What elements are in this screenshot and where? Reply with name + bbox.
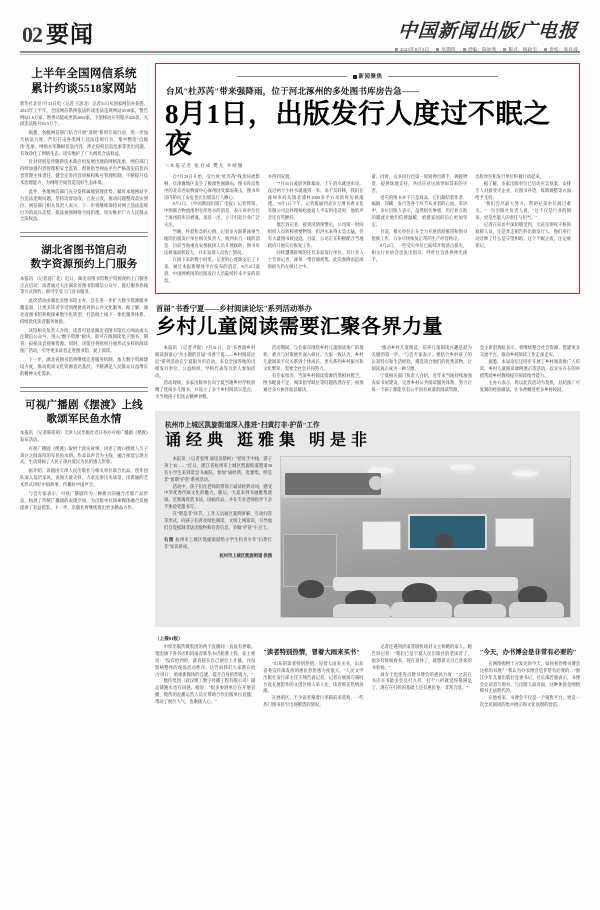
left-article-1-p3: 此外，各地网信部门充分发挥属地管理优势，紧盯本地网站平台违法违规问题，坚持边督边改、立查立改，推动问题整改落实到位。网信部门相关负责人表示，下一步将继续保持对网上违法违规行为的高压态势，依法加强网络空间治理，切实维护广大人民群众合法权益。 bbox=[20, 188, 148, 222]
continued-col-2 bbox=[263, 644, 363, 710]
caption-lead: 右图 bbox=[164, 537, 175, 543]
story2-shoulder: 首届"书香宁夏——乡村阅读论坛"系列活动举办 bbox=[156, 303, 313, 313]
left-article-3-p2: 据介绍，该剧由天津人民出版社与相关单位联合出品，创作团队深入基层采风，查阅大量史料，力求还原历史场景，用新颖的艺术形式讲好中国故事、传播好中国声音。 bbox=[20, 468, 148, 488]
caption-text: 杭州市上城区凯旋街道给小学生和青少年"扫黄打非"知识讲座。 bbox=[164, 537, 272, 550]
cont-c4-subhead: "今天，办书博会是非常有必要的" bbox=[479, 648, 577, 656]
panel-p3: 在"明是非"环节，工作人员通过案例讲解、互动问答等形式，向孩子们普及绿色阅读、文明上网知识，引导他们自觉抵制非法出版物和有害信息，争做"护苗"小卫士。 bbox=[164, 511, 272, 531]
top-story-c3-p1: 量。同时，众多同行也第一时间伸出援手，调拨物资、提供场地支持，共同应对这场突如其来的灾害。 bbox=[371, 173, 468, 193]
story2-c2-p1: 活动期间，与会嘉宾围绕乡村儿童阅读推广的现状、难点与对策展开深入研讨。大家一致认为，乡村儿童阅读不仅关系到个体成长，更关系到乡村振兴和文化繁荣，需要全社会共同努力。 bbox=[263, 344, 364, 371]
top-story-body bbox=[164, 174, 571, 285]
story2-c1-p2: 活动现场，多家出版单位向宁夏当地乡村学校捐赠了优质少儿图书，并设立了多个乡村阅读示范点，为当地孩子们送去精神食粮。 bbox=[155, 379, 256, 399]
top-story-col-2 bbox=[268, 174, 364, 285]
cont-c3-p2: 刘女士也连连点赞书博会的惠民力度："之前在书店买书最多会员打九折，打个八折就觉得很满足了，现在在打折的基础上还有惠民卷，非常合适。" bbox=[371, 671, 472, 691]
panel-headline: 诵经典 逛雅集 明是非 bbox=[165, 431, 373, 449]
news-focus-kicker bbox=[164, 72, 571, 80]
left-article-3-dateline: 本报讯 （记者韩萌萌）天津人民出版社近日举办可视广播剧《摆渡》发布活动。 bbox=[20, 430, 148, 443]
left-article-2 bbox=[20, 244, 148, 377]
left-article-2-p2: 该馆相关负责人介绍，读者可登录湖北省图书馆官方网站或关注微信公众号，进入"数字资源"板块，即可在线阅读电子图书、期刊、报纸及音视频资源。同时，该馆还将组织开展形式多样的阅读推广活动，引导更多读者走进图书馆、爱上阅读。 bbox=[20, 327, 148, 354]
meta-weekday: 星期四 bbox=[436, 47, 455, 53]
top-story-c1-p2: 8月1日，《中国新闻出版广电报》记者得知，中图联合物流涿州仓库进水的消息，表示该单位位于涿州的库房被淹，消息一出，立马引起行业广泛关注。 bbox=[164, 201, 260, 228]
meta-date: 2023年8月3日 bbox=[395, 47, 429, 53]
top-story-shoulder: 台风"杜苏芮"带来强降雨，位于河北涿州的多处图书库房告急—— bbox=[166, 86, 420, 96]
kicker-rule-right bbox=[388, 76, 498, 77]
story2-c4-p3: 主办方表示，将以此次活动为契机，总结推广可复制的经验做法，让书香飘进更多乡村校园。 bbox=[479, 379, 580, 392]
continued-col-4 bbox=[480, 644, 580, 710]
photo-wall-banner bbox=[285, 473, 381, 495]
top-story-c2-p3: 他告诉记者，接到汛情预警后，公司第一时间组织人员转移重要物资，但洪水来得太急太猛，仍有大量图书被浸泡。目前，公司正在积极配合当地政府开展灾后恢复工作。 bbox=[267, 222, 364, 249]
top-story-byline: □本报记者 张君成 樊凡 李婧璇 bbox=[166, 162, 244, 168]
page-number: 02 bbox=[22, 22, 42, 47]
photo-teacher-head bbox=[434, 534, 454, 548]
story2-col-1 bbox=[155, 345, 255, 401]
photo-lamp-2 bbox=[449, 465, 475, 470]
continued-col-3 bbox=[372, 644, 472, 710]
left-divider-2 bbox=[20, 387, 148, 392]
photo-wallboard-2 bbox=[495, 518, 535, 547]
bottom-spacer bbox=[155, 709, 580, 719]
continued-col-1 bbox=[155, 644, 255, 710]
hangzhou-panel-story bbox=[155, 411, 580, 627]
caption-credit: 杭州市上城区凯旋街道 供图 bbox=[219, 552, 272, 558]
cont-c4-p1: 在网络购物十分发达的今天，如何看待像书博会这样的书展？"我认为办书博会是非常有必要的。"浙江少年儿童出版社党委书记、社长邵若愚表示，书博会让读者与图书、与出版人面对面，这种体验是网络购书无法替代的。 bbox=[479, 660, 580, 694]
photo-bookshelf bbox=[283, 534, 337, 587]
left-article-3-title: 可视广播剧《摆渡》上线 歌颂军民鱼水情 bbox=[25, 399, 143, 425]
nameplate-block bbox=[395, 16, 578, 53]
kicker-rule-left bbox=[237, 76, 347, 77]
meta-editor: 责编：陈妙然 bbox=[463, 47, 497, 53]
photo-child-body-3 bbox=[454, 604, 506, 617]
left-article-2-title: 湖北省图书馆启动 数字资源预约上门服务 bbox=[30, 245, 138, 271]
top-story-c2-p1: 并得到安置。 bbox=[267, 173, 294, 179]
photo-caption bbox=[164, 537, 272, 560]
masthead bbox=[0, 0, 600, 52]
top-story-col-3 bbox=[372, 174, 468, 285]
top-story bbox=[155, 63, 580, 294]
meta-proofreader: 责校：张良波 bbox=[544, 47, 578, 53]
story2-c3-p1: "推动乡村儿童阅读，培养儿童阅读兴趣是最为关键的第一步。"与会专家表示，要结合乡村孩子的认知特点和生活经验，遴选适合他们的优秀读物，让阅读真正成为一种习惯。 bbox=[371, 344, 472, 371]
top-story-c2-p4: 同样遭遇险情的还有多家发行单位。有行业人士告诉记者，涿州一带仓储密集，此次强降雨造成的损失仍在统计之中。 bbox=[267, 250, 364, 270]
photo-wallboard-1 bbox=[362, 521, 402, 550]
top-story-c1-p1: 自7月29日开始，受台风"杜苏芮"残余环流影响，京津冀地区发生了极端性强降雨。图书库房集中的北京西南物流中心涿州园受暴雨袭击，图书库房内的员工安危也让出版发行人揪心。 bbox=[164, 173, 260, 200]
meta-layout: 版式：杨政宏 bbox=[503, 47, 537, 53]
masthead-meta bbox=[395, 47, 578, 53]
top-story-col-1 bbox=[164, 174, 260, 285]
story2-c2-p2: 有专家指出，当前乡村阅读资源仍然相对匮乏，图书配备不足、阅读指导缺位等问题依然存在，亟须通过多方协作加以解决。 bbox=[263, 372, 364, 392]
left-article-1 bbox=[20, 67, 148, 223]
story2-c4-p1: 会主席赵海虹表示，将继续整合社会资源，搭建更多交流平台，推动乡村阅读工作走深走实。 bbox=[479, 344, 580, 357]
top-story-c4-p2: 据了解，多家出版单位已启动应急预案，安排专人对接受灾企业，在图书补货、账期调整等方面给予支持。 bbox=[475, 180, 571, 200]
photo-child-head-5 bbox=[298, 580, 324, 598]
continued-from-mark: （上接01版） bbox=[155, 635, 183, 641]
continued-story bbox=[155, 636, 580, 710]
left-article-1-dateline: 新华社北京7月31日电（记者 王思北）记者31日从国家网信办获悉，2023年上半年，全国网信系统依法约谈违法违规网站5518家，警告网站1.6万家，暂停功能或更新2692家，下架移动应用程序420款，关闭违法账号83.5万个。 bbox=[20, 101, 148, 127]
top-story-c3-p2: 受灾的图书并不只是商品，它们凝结着作者、编辑、印刷、发行等各个环节从业者的心血。采访中，多位出版人表示，虽然损失惨重，但行业互助的暖流让他们倍感温暖，重建家园的信心更加坚定。 bbox=[371, 194, 468, 228]
top-story-c1-p4: 在接下来的数小时里，记者的心逐渐安定了下来。通过本报新媒体平台发布的消息，8月2日凌晨，中国网被困的出版发行人员陆续传来平安的消息。 bbox=[164, 257, 260, 283]
classroom-photo bbox=[280, 456, 571, 618]
top-story-c2-p2: "7月31日凌晨突降暴雨，上午消水就进库房，没过两个小时水就淹到一米。来不及转移，我们在涿州市码头镇北浦村2000多平方米的库房被淹透。"8月1日下午，记者拨通到北京万博书香文化有限公司总经理杨松波爱人平安的电话时，他的声音还有些颤抖。 bbox=[267, 180, 364, 221]
story2-c3-p2: 宁夏相关部门负责人介绍，近年来当地持续加强农家书屋建设，完善乡村公共阅读服务体系，努力让每一个孩子都能享有公平而有质量的阅读资源。 bbox=[371, 372, 472, 392]
top-story-headline: 8月1日，出版发行人度过不眠之夜 bbox=[165, 99, 551, 160]
left-article-2-dateline: 本报讯 （记者汤广花）近日，湖北省图书馆数字资源预约上门服务正式启动，读者通过关注湖北省图书馆微信公众号、拨打服务热线等方式预约，即可享受上门送书服务。 bbox=[20, 276, 148, 295]
left-article-2-p1: 此次活动由湖北省图书馆主办，旨在进一步扩大数字资源服务覆盖面，让更多读者享受到便捷高效的公共文化服务。据了解，湖北省图书馆积极探索数字化转型，打造线上线下一体化服务体系，持续优化读者服务体验。 bbox=[20, 298, 148, 324]
left-article-2-p3: 下一步，湖北省图书馆将继续完善服务机制，加大数字资源建设力度，推动优质文化资源直达基层，不断满足人民群众日益增长的精神文化需求。 bbox=[20, 357, 148, 376]
story2-c1-p1: 本报讯 （记者尹琨）7月31日，以"书香润乡村 阅读润童心"为主题的首届"书香宁夏——乡村阅读论坛"系列活动在宁夏银川市启动。来自全国各地的出版发行单位、公益组织、学校代表等百余人参加活动。 bbox=[155, 344, 256, 378]
left-article-3-p1: 可视广播剧《摆渡》取材于真实故事，讲述了渡口摆渡人与子弟兵之间深厚的军民鱼水情。作品以声音为主线，融合视觉呈现方式，生动刻画了人民子弟兵爱民为民的感人形象。 bbox=[20, 445, 148, 465]
cont-c1-p1: 中原出版传媒集团的两个直播间一直没有停歇。集团旗下各书店和河南省新华书店轮番上阵，张士密说："没有抢到的，就直接在自己展位上开播，并没影响整体的现场活动秩序。这告诉我们大家都在抢占'风口'，重视新媒体的自建，提升自身的营销力。" bbox=[155, 643, 256, 677]
top-story-c4-p3: "我们会尽最大努力，帮助兄弟单位渡过难关。"一位出版社负责人说，"这不仅是行业的情谊，更是出版人的责任与担当。" bbox=[475, 201, 571, 221]
photo-child-body-2 bbox=[391, 602, 452, 616]
panel-row bbox=[164, 456, 571, 618]
rural-reading-story bbox=[155, 303, 580, 401]
kicker-label: 新闻聚焦 bbox=[353, 72, 383, 80]
panel-p1: 本报讯 （记者张博 通讯员蔡柯）"慈母手中线，游子身上衣……"近日，浙江省杭州市上城区凯旋街道邀请30名小学生来到景昙书画院，参加"诵经典，逛雅集，明是非"暑期"护苗"系列活动。 bbox=[164, 455, 272, 482]
story2-col-3 bbox=[372, 345, 472, 401]
cont-c2-p2: 在展销区，不少读者拖着行李箱前来选购，一些热门图书甚至出现断货的情况。 bbox=[263, 695, 364, 708]
section-name: 要闻 bbox=[46, 22, 94, 47]
story2-c4-p2: 据悉，本届论坛还同步开展了乡村阅读推广人培训、乡村儿童阅读课例展示等活动，以实实在在的举措帮助乡村教师提升阅读指导能力。 bbox=[479, 358, 580, 378]
continued-body bbox=[155, 644, 580, 710]
left-article-3 bbox=[20, 399, 148, 512]
panel-text-column bbox=[164, 456, 272, 618]
story2-body bbox=[155, 345, 580, 401]
folio bbox=[22, 16, 94, 49]
left-article-1-p1: 据悉，各级网信部门结合开展"清朗"系列专项行动，进一步加大执法力度，严厉打击各类网上违法违规行为，集中整治"自媒体"乱象、网络水军操纵信息内容、涉企侵权信息乱象等突出问题，有效净化了网络生态，切实维护了广大网民合法权益。 bbox=[20, 129, 148, 156]
panel-p2: 活动中，孩子们在老师的带领下诵读经典诗词，感受中华优秀传统文化的魅力。随后，大家来到书画雅集现场，近距离欣赏书法、国画作品，并在专业老师指导下亲手体验笔墨书写。 bbox=[164, 483, 272, 510]
story2-headline: 乡村儿童阅读需要汇聚各界力量 bbox=[156, 315, 443, 338]
newspaper-nameplate: 中国新闻出版广电报 bbox=[397, 21, 579, 42]
photo-child-body-1 bbox=[333, 604, 391, 617]
top-story-col-4 bbox=[475, 174, 571, 285]
left-article-1-p2: 针对特别是伴随新技术新应用发展出现的网络乱象，网信部门持续加强内容管理和安全监管，督促指导网站平台严格落实信息内容管理主体责任，健全完善内容审核和账号管理机制，不断提升技术治理能力，为网络空间营造良好生态环境。 bbox=[20, 159, 148, 186]
top-story-c4-p1: 出版单位和发行单位积极行动起来。 bbox=[475, 173, 544, 179]
cont-c4-p2: 在他看来，书博会不仅是一个销售平台，更是一次全民阅读的集中展示和文化氛围的营造。 bbox=[479, 695, 580, 708]
top-story-c3-p4: 8月2日，一些受灾单位已陆续开始清点损失，相关行业协会也发出倡议，呼吁社会各界伸出援手。 bbox=[371, 243, 468, 263]
story2-col-4 bbox=[480, 345, 580, 401]
top-story-c4-p4: 记者在采访中深切感受到，无论是彻夜守候的救援人员，还是奔走相告的出版发行人，他们用行动诠释了什么是守望相助。这个不眠之夜，注定被铭记。 bbox=[475, 222, 571, 249]
story2-col-2 bbox=[263, 345, 363, 401]
top-story-c1-p3: 当晚，怀着焦急的心情，记者多方联系涿州当地的出版发行单位相关负责人，收到来自一线的消息：目前当地重点安排救援人员开展救助，图书库房被淹面积较大，并未发现人员伤亡情况。 bbox=[164, 229, 260, 256]
cont-c2-subhead: "读者特别热情，冒着大雨来买书" bbox=[263, 648, 360, 656]
left-divider-1 bbox=[20, 232, 148, 237]
cont-c2-p1: "山东的读者特别热情，冒着大雨来买书，山东省委宣传部发放的惠民券优惠力度很大。"人民文学出版社发行部主任王翔告诉记者，记者在展场巧遇时台设在展馆外的文创区域人来人往，读者购买热情高涨。 bbox=[263, 660, 364, 694]
left-article-3-p3: 与会专家表示，可视广播剧作为一种新兴的融合出版产品形态，拓展了传统广播剧的表现空间，为出版单位探索媒体融合发展提供了有益借鉴。下一步，出版社将继续推出更多精品力作。 bbox=[20, 490, 148, 510]
page-content bbox=[0, 55, 600, 719]
left-column bbox=[20, 63, 148, 719]
photo-child-body-4 bbox=[509, 602, 564, 616]
top-story-c3-p3: 目前，相关单位正在全力开展清淤排涝和图书抢救工作，力争尽快恢复正常的生产经营秩序。 bbox=[371, 229, 468, 242]
main-column bbox=[155, 63, 580, 719]
panel-shoulder: 杭州市上城区凯旋街道深入推进"扫黄打非·护苗"工作 bbox=[165, 421, 320, 429]
left-article-1-title: 上半年全国网信系统 累计约谈5518家网站 bbox=[31, 68, 137, 96]
cont-c1-p2: 数传集团（武汉理工数字传播工程有限公司）副总裁姚水也有同感。她说："很多参展单位在开展直播，数传的直播运营人员在帮助合作出版单位直播，带动了展位人气，也聚拢人心。" bbox=[155, 678, 256, 705]
cont-c3-p1: 记者还遇到济南遥墙机场对文主和她的家人。她告诉记者："我们已是宁夏人民出版社的老读者了，很多有时间看书，现在退休了，就想着买自己喜欢的书看看。" bbox=[371, 643, 472, 670]
